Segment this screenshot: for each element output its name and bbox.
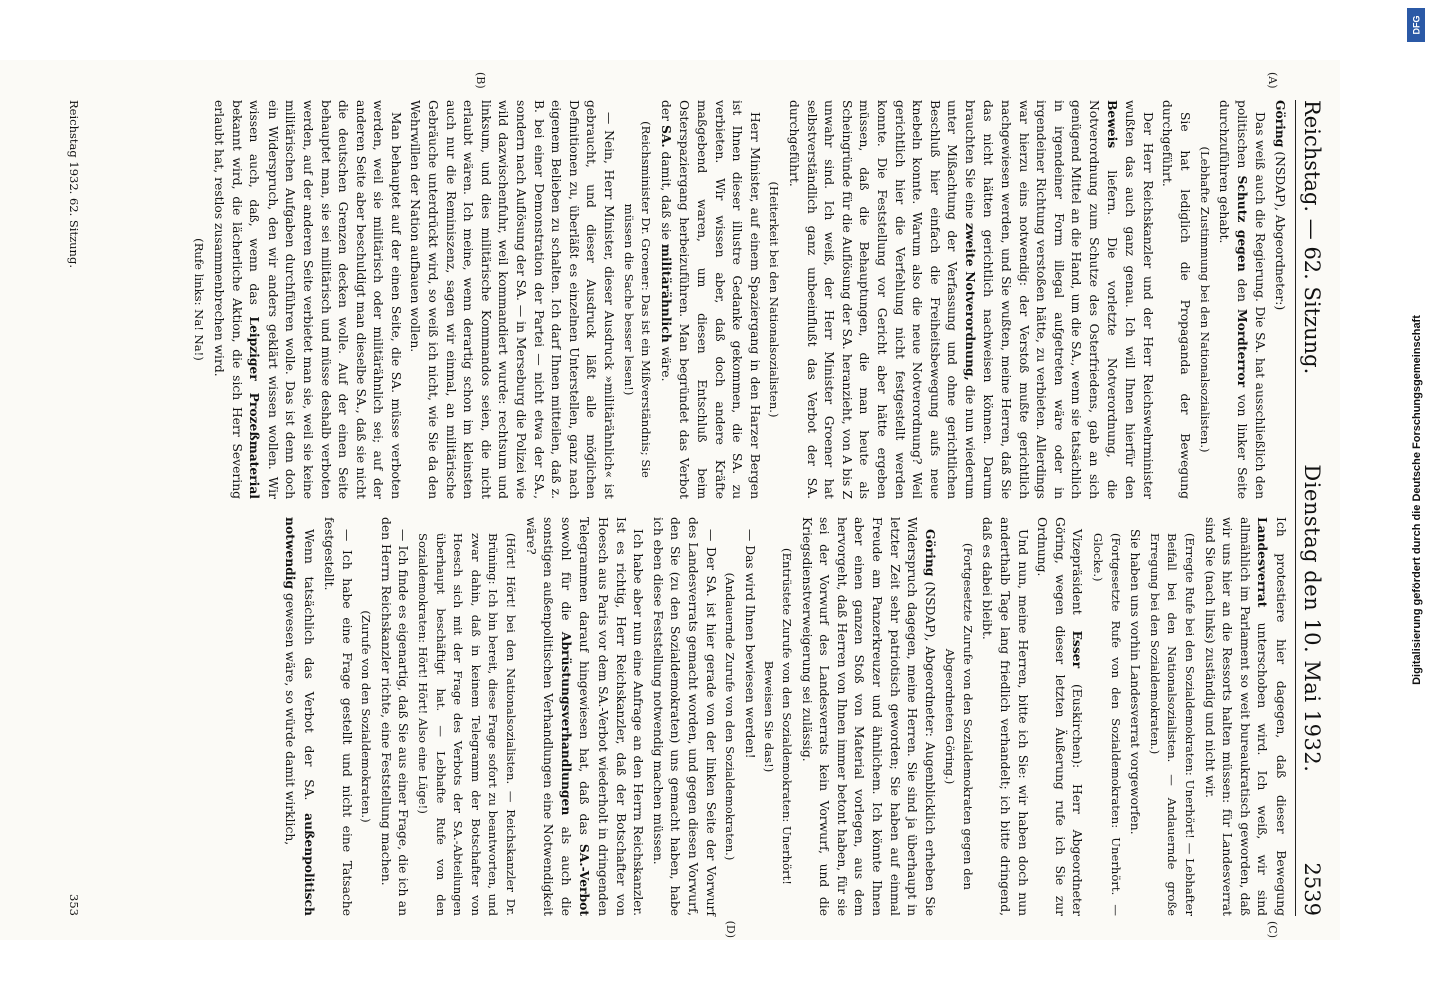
right-column	[89, 517, 1289, 938]
right-column-paragraph: Und nun, meine Herren, bitte ich Sie: wir haben doch nun anderthalb Tage lang friedlich verhandelt; ich bitte dringend, daß es dabei bleibt.	[980, 517, 1030, 916]
footer-left: Reichstag 1932. 62. Sitzung.	[67, 100, 81, 268]
dfg-credit: Digitalisierung gefördert durch die Deutsche Forschungsgemeinschaft	[1411, 315, 1423, 685]
footer-page-number: 353	[67, 894, 81, 916]
left-column-paragraph: Das weiß auch die Regierung. Die SA. hat ausschließlich den politischen Schutz gegen den Mordterror von linker Seite durchzuführen gehabt.	[1217, 100, 1268, 499]
right-column-paragraph: (Zurufe von den Sozialdemokraten.)	[359, 610, 374, 823]
left-column-paragraph: (Rufe links: Na! Na!)	[192, 238, 207, 361]
left-column-paragraph: Herr Minister, auf einem Spaziergang in den Harzer Bergen ist Ihnen dieser illustre Gedanke gekommen, die SA. zu verbieten. Wir wissen aber, daß doch andere Kräfte maßgebend waren, um diesen Entschluß beim Osterspaziergang herbeizuführen. Man begründet das Verbot der SA. damit, daß sie militärähnlich wäre.	[658, 100, 762, 499]
dfg-sidebar	[1404, 8, 1430, 992]
header-date: Dienstag den 10. Mai 1932.	[1300, 464, 1324, 773]
left-column-paragraph: Sie hat lediglich die Propaganda der Bewegung durchgeführt.	[1160, 100, 1193, 499]
left-column	[89, 72, 1289, 499]
right-column-paragraph: — Ich habe eine Frage gestellt und nicht eine Tatsache festgestellt.	[322, 517, 354, 916]
margin-letter-d: (D)	[724, 920, 737, 938]
right-column-paragraph: (Hört! Hört! bei den Nationalsozialisten. — Reichskanzler Dr. Brüning: Ich bin bereit, diese Frage sofort zu beantworten, und zwar dahin, daß in keinem Telegramm der Botschafter von Hoesch sich mit der Frage des Verbots der SA.-Abteilungen überhaupt beschäftigt hat. — Lebhafte Rufe von den Sozialdemokraten: Hört! Hört! Also eine Lüge!)	[416, 533, 519, 916]
header-left: Reichstag. — 62. Sitzung.	[1300, 100, 1324, 375]
right-column-paragraph: (Fortgesetzte Rufe von den Sozialdemokraten: Unerhört. — Glocke.)	[1091, 533, 1123, 916]
right-column-paragraph: (Andauernde Zurufe von den Sozialdemokraten.)	[723, 572, 738, 861]
left-column-paragraph: (Reichsminister Dr. Groener: Das ist ein Mißverständnis; Sie müssen die Sache besser lesen!)	[621, 121, 654, 478]
right-column-paragraph: Sie haben uns vorhin Landesverrat vorgeworfen.	[1128, 529, 1143, 835]
left-column-paragraph: Man behauptet auf der einen Seite, die SA. müsse verboten werden, weil sie militärisch oder militärähnlich sei; auf der anderen Seite aber beschuldigt man dieselbe SA., daß sie nicht die deutschen Grenzen decken wolle. Auf der einen Seite behauptet man, sie sei militärisch und müsse deshalb verboten werden, auf der anderen Seite verbietet man sie, weil sie keine militärischen Aufgaben durchführen wolle. Das ist denn doch ein Widerspruch, den wir anders geklärt wissen wollen. Wir wissen auch, daß, wenn das Leipziger Prozeßmaterial bekannt wird, die lächerliche Aktion, die sich Herr Severing erlaubt hat, restlos zusammenbrechen wird.	[211, 100, 403, 499]
right-column-paragraph: Ich protestiere hier dagegen, daß dieser Bewegung Landesverrat unterschoben wird. Ich weiß, wir sind allmählich im Parlament so weit bureaukratisch geworden, daß wir uns hier an die Ressorts halten müssen: für Landesverrat sind Sie (nach links) zuständig und nicht wir.	[1202, 517, 1288, 916]
page-header	[1295, 100, 1324, 916]
page-footer	[67, 100, 81, 916]
right-column-paragraph: (Fortgesetzte Zurufe von den Sozialdemokraten gegen den Abgeordneten Göring.)	[943, 543, 975, 890]
text-columns	[89, 72, 1289, 938]
right-column-paragraph: — Das wird Ihnen bewiesen werden!	[742, 529, 757, 759]
right-column-paragraph: Vizepräsident Esser (Euskirchen): Herr Abgeordneter Göring, wegen dieser letzten Äußerung rufe ich Sie zur Ordnung.	[1035, 517, 1086, 916]
margin-letter-c: (C)	[1266, 921, 1279, 938]
right-column-paragraph: Wenn tatsächlich das Verbot der SA. außenpolitisch notwendig gewesen wäre, so würde damit wirklich,	[282, 517, 317, 916]
document-page	[0, 60, 1340, 940]
dfg-logo-icon: DFG	[1407, 8, 1425, 42]
right-column-paragraph: Ich habe aber nun eine Anfrage an den Herrn Reichskanzler. Ist es richtig, Herr Reichskanzler, daß der Botschafter von Hoesch aus Paris vor dem SA.-Verbot wiederholt in dringenden Telegrammen darauf hingewiesen hat, daß das SA.-Verbot sowohl für die Abrüstungsverhandlungen als auch die sonstigen außenpolitischen Verhandlungen eine Notwendigkeit wäre?	[523, 517, 646, 916]
right-column-paragraph: — Ich finde es eigenartig, daß Sie aus einer Frage, die ich an den Herrn Reichskanzler richte, eine Feststellung machen.	[378, 517, 411, 916]
margin-letter-a: (A)	[1266, 72, 1279, 89]
left-column-paragraph: (Heiterkeit bei den Nationalsozialisten.)	[767, 181, 782, 418]
left-column-paragraph: (Lebhafte Zustimmung bei den Nationalsozialisten.)	[1197, 146, 1212, 453]
right-column-paragraph: (Erregte Rufe bei den Sozialdemokraten: Unerhört! — Lebhafter Beifall bei den Nationalsozialisten. — Andauernde große Erregung bei den Sozialdemokraten.)	[1147, 533, 1198, 916]
left-column-paragraph: — Nein, Herr Minister, dieser Ausdruck »militärähnlich« ist gebraucht, und dieser Ausdruck läßt alle möglichen Definitionen zu, überläßt es einzelnen Unterstellen, ganz nach eigenem Belieben zu schalten. Ich darf Ihnen mitteilen, daß z. B. bei einer Demonstration der Partei — nicht etwa der SA., sondern nach Auflösung der SA. — in Merseburg die Polizei wie wild dazwischenfuhr, weil kommandiert wurde: rechtsum und linksum, und dies militärische Kommandos seien, die nicht erlaubt wären. Ich meine, wenn derartig schon im kleinsten auch nur die Reminiszenz, sagen wir einmal, an militärische Gebräuche unterdrückt wird, so weiß ich nicht, wie Sie da den Wehrwillen der Nation aufbauen wollen.	[408, 100, 617, 499]
page-number: 2539	[1300, 862, 1324, 916]
left-column-paragraph: Göring (NSDAP), Abgeordneter:)	[1273, 100, 1288, 311]
right-column-paragraph: (Entrüstete Zurufe von den Sozialdemokraten: Unerhört! Beweisen Sie das!)	[762, 548, 794, 885]
left-column-paragraph: Der Herr Reichskanzler und der Herr Reichswehrminister wußten das auch ganz genau. Ich will Ihnen hierfür den Beweis liefern. Die vorletzte Notverordnung, die Notverordnung zum Schutze des Osterfriedens, gab an sich genügend Mittel an die Hand, um die SA., wenn sie tatsächlich in irgendeiner Form illegal aufgetreten wäre oder in irgendeiner Richtung verstoßen hätte, zu verbieten. Allerdings war hierzu eins notwendig: der Verstoß mußte gerichtlich nachgewiesen werden, und Sie wußten, meine Herren, daß Sie das nicht hätten gerichtlich nachweisen können. Darum brauchten Sie eine zweite Notverordnung, die nun wiederum unter Mißachtung der Verfassung und ohne gerichtlichen Beschluß hier einfach die Freiheitsbewegung aufs neue knebeln konnte. Warum also die neue Notverordnung? Weil gerichtlich hier die Verfehlung nicht festgestellt werden konnte. Die Feststellung vor Gericht aber hätte ergeben müssen, daß die Behauptungen, die man heute als Scheingründe für die Auflösung der SA. heranzieht, von A bis Z unwahr sind. Ich weiß, der Herr Minister Groener hat selbstverständlich ganz unbeeinflußt das Verbot der SA. durchgeführt.	[786, 100, 1155, 499]
right-column-paragraph: — Der SA. ist hier gerade von der linken Seite der Vorwurf des Landesverrats gemacht worden, und gegen diesen Vorwurf, den Sie (zu den Sozialdemokraten) uns gemacht haben, habe ich eben diese Feststellung notwendig machen müssen.	[650, 517, 718, 916]
right-column-paragraph: Göring (NSDAP), Abgeordneter: Augenblicklich erheben Sie Widerspruch dagegen, meine Herren. Sie sind ja überhaupt in letzter Zeit sehr patriotisch geworden; Sie haben auf einmal Freude am Panzerkreuzer und ähnlichem. Ich könnte Ihnen aber einen ganzen Stoß von Material vorlegen, aus dem hervorgeht, daß Herren von Ihnen immer betont haben, für sie sei der Vorwurf des Landesverrats kein Vorwurf, und die Kriegsdienstverweigerung sei zulässig.	[799, 517, 938, 916]
margin-letter-b: (B)	[474, 72, 487, 89]
